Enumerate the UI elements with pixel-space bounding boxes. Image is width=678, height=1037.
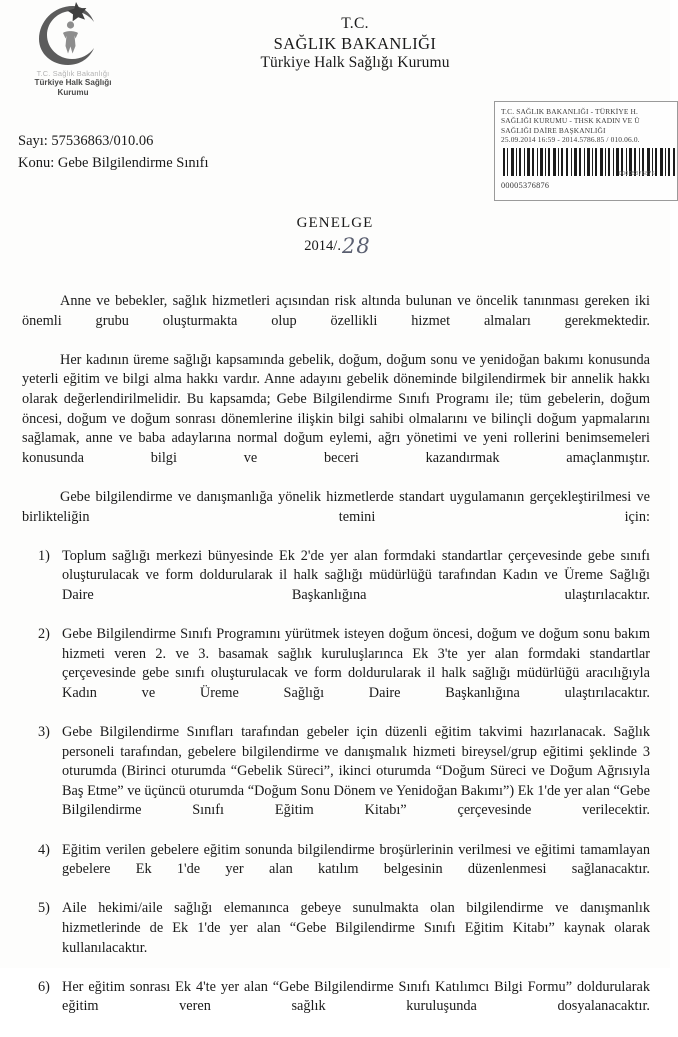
list-item (22, 547, 650, 625)
stamp-text-line-1: T.C. SAĞLIK BAKANLIĞI - TÜRKİYE H. (501, 107, 639, 116)
list-item-text: Toplum sağlığı merkezi bünyesinde Ek 2'de yer alan formdaki standartlar çerçevesinde gebe sınıfı oluşturulacak ve form doldurularak il halk sağlığı müdürlüğü tarafından Kadın ve Üreme Sağlığı Daire Başkanlığına ulaştırılacaktır. (62, 547, 650, 603)
list-item-marker: 2) (38, 626, 50, 643)
list-item (22, 978, 650, 1037)
paragraph: Anne ve bebekler, sağlık hizmetleri açısından risk altında bulunan ve öncelik tanınması gereken iki önemli grubu oluşturmakta olup özellikli hizmet almaları gerekmektedir. (22, 293, 650, 329)
logo-caption-ministry: T.C. Sağlık Bakanlığı (36, 69, 110, 78)
reference-number: Sayı: 57536863/010.06 (18, 133, 154, 149)
title-line-republic: T.C. (341, 15, 369, 32)
list-item (22, 625, 650, 723)
list-item (22, 723, 650, 841)
barcode-number: 00005376876 (501, 180, 550, 190)
list-item-marker: 4) (38, 841, 50, 858)
stamp-text-line-3: SAĞLIĞI DAİRE BAŞKANLIĞI (501, 125, 606, 135)
stamp-text-line-2: SAĞLIĞI KURUMU - THSK KADIN VE Ü (501, 116, 640, 126)
title-line-institution: Türkiye Halk Sağlığı Kurumu (260, 54, 450, 71)
electronic-stamp-box (494, 101, 678, 201)
reference-block (18, 130, 438, 174)
circular-heading (0, 214, 670, 257)
list-item-text: Her eğitim sonrası Ek 4'te yer alan “Gebe Bilgilendirme Sınıfı Katılımcı Bilgi Formu” doldurularak eğitim veren sağlık kuruluşunda dosyalanacaktır. (62, 978, 650, 1015)
list-item-marker: 3) (38, 724, 50, 741)
logo-caption-institution-line2: Kurumu (57, 88, 89, 97)
stamp-datetime-reference: 25.09.2014 16:59 - 2014.5786.85 / 010.06.0. (501, 135, 640, 145)
list-item-text: Gebe Bilgilendirme Sınıfları tarafından gebeler için düzenli eğitim takvimi hazırlanacak. Sağlık personeli tarafından, gebelere bilgilendirme ve danışmalık hizmeti bireysel/grup eğitimi şeklinde 3 oturumda (Birinci oturumda “Gebelik Süreci”, ikinci oturumda “Doğum Süreci ve Doğum Ağrısıyla Baş Etme” ve üçüncü oturumda “Doğum Sonu Dönem ve Yenidoğan Bakımı”) Ek 1'de yer alan “Gebe Bilgilendirme Sınıfı Eğitim Kitabı” çerçevesinde verilecektir. (62, 724, 650, 819)
list-item-text: Gebe Bilgilendirme Sınıfı Programını yürütmek isteyen doğum öncesi, doğum ve doğum sonu bakım hizmeti veren 2. ve 3. basamak sağlık kuruluşlarınca Ek 3'te yer alan formdaki standartlar çerçevesinde gebe sınıfı oluşturulacak ve form doldurularak il halk sağlığı müdürlüğü aracılığıyla Kadın ve Üreme Sağlığı Daire Başkanlığına ulaştırılacaktır. (62, 626, 650, 701)
circular-type-label: GENELGE (296, 215, 374, 231)
document-body (22, 292, 650, 1037)
barcode-image (501, 148, 677, 176)
list-item (22, 899, 650, 977)
list-item-marker: 5) (38, 900, 50, 917)
list-item-marker: 6) (38, 978, 50, 995)
logo-caption-institution-line1: Türkiye Halk Sağlığı (34, 78, 112, 87)
list-item-text: Eğitim verilen gebelere eğitim sonunda bilgilendirme broşürlerinin verilmesi ve eğitimi tamamlayan gebelere Ek 1'de yer alan katılım belgesinin düzenlenmesi sağlanacaktır. (62, 841, 650, 878)
circular-number-prefix: 2014/. (304, 238, 341, 254)
list-item-marker: 1) (38, 547, 50, 564)
circular-number-line (2, 233, 672, 257)
organization-title (180, 14, 530, 73)
numbered-provisions-list (22, 547, 650, 1037)
barcode-inline-number: 00005376876 (618, 170, 655, 177)
paragraph: Gebe bilgilendirme ve danışmanlığa yönelik hizmetlerde standart uygulamanın gerçekleştirilmesi ve birlikteliğin temini için: (22, 488, 650, 525)
reference-subject: Konu: Gebe Bilgilendirme Sınıfı (18, 155, 209, 171)
paragraph: Her kadının üreme sağlığı kapsamında gebelik, doğum, doğum sonu ve yenidoğan bakımı konusunda yeterli eğitim ve bilgi alma hakkı vardır. Anne adayını gebelik döneminde bilgilendirmek bir annelik hakkı olarak değerlendirilmelidir. Bu kapsamda; Gebe Bilgilendirme Sınıfı Programı ile; tüm gebelerin, doğum öncesi, doğum ve doğum sonrası dönemlerine ilişkin bilgi sahibi olmalarını ve bilinçli doğum yapmalarını sağlamak, anne ve baba adaylarına normal doğum eylemi, ağrı yönetimi ve yeni rollerini benimsemeleri konusunda bilgi ve beceri kazandırmak amaçlanmıştır. (22, 351, 650, 466)
list-item (22, 841, 650, 900)
letterhead (0, 0, 670, 112)
title-line-ministry: SAĞLIK BAKANLIĞI (273, 33, 437, 53)
ministry-logo (8, 2, 138, 98)
list-item-text: Aile hekimi/aile sağlığı elemanınca gebeye sunulmakta olan bilgilendirme ve danışmanlık hizmetlerinde de Ek 1'de yer alan “Gebe Bilgilendirme Sınıfı Eğitim Kitabı” kaynak olarak kullanılacaktır. (62, 900, 650, 956)
crescent-star-human-figure-emblem (27, 2, 119, 68)
circular-number-handwritten: 28 (341, 234, 371, 258)
